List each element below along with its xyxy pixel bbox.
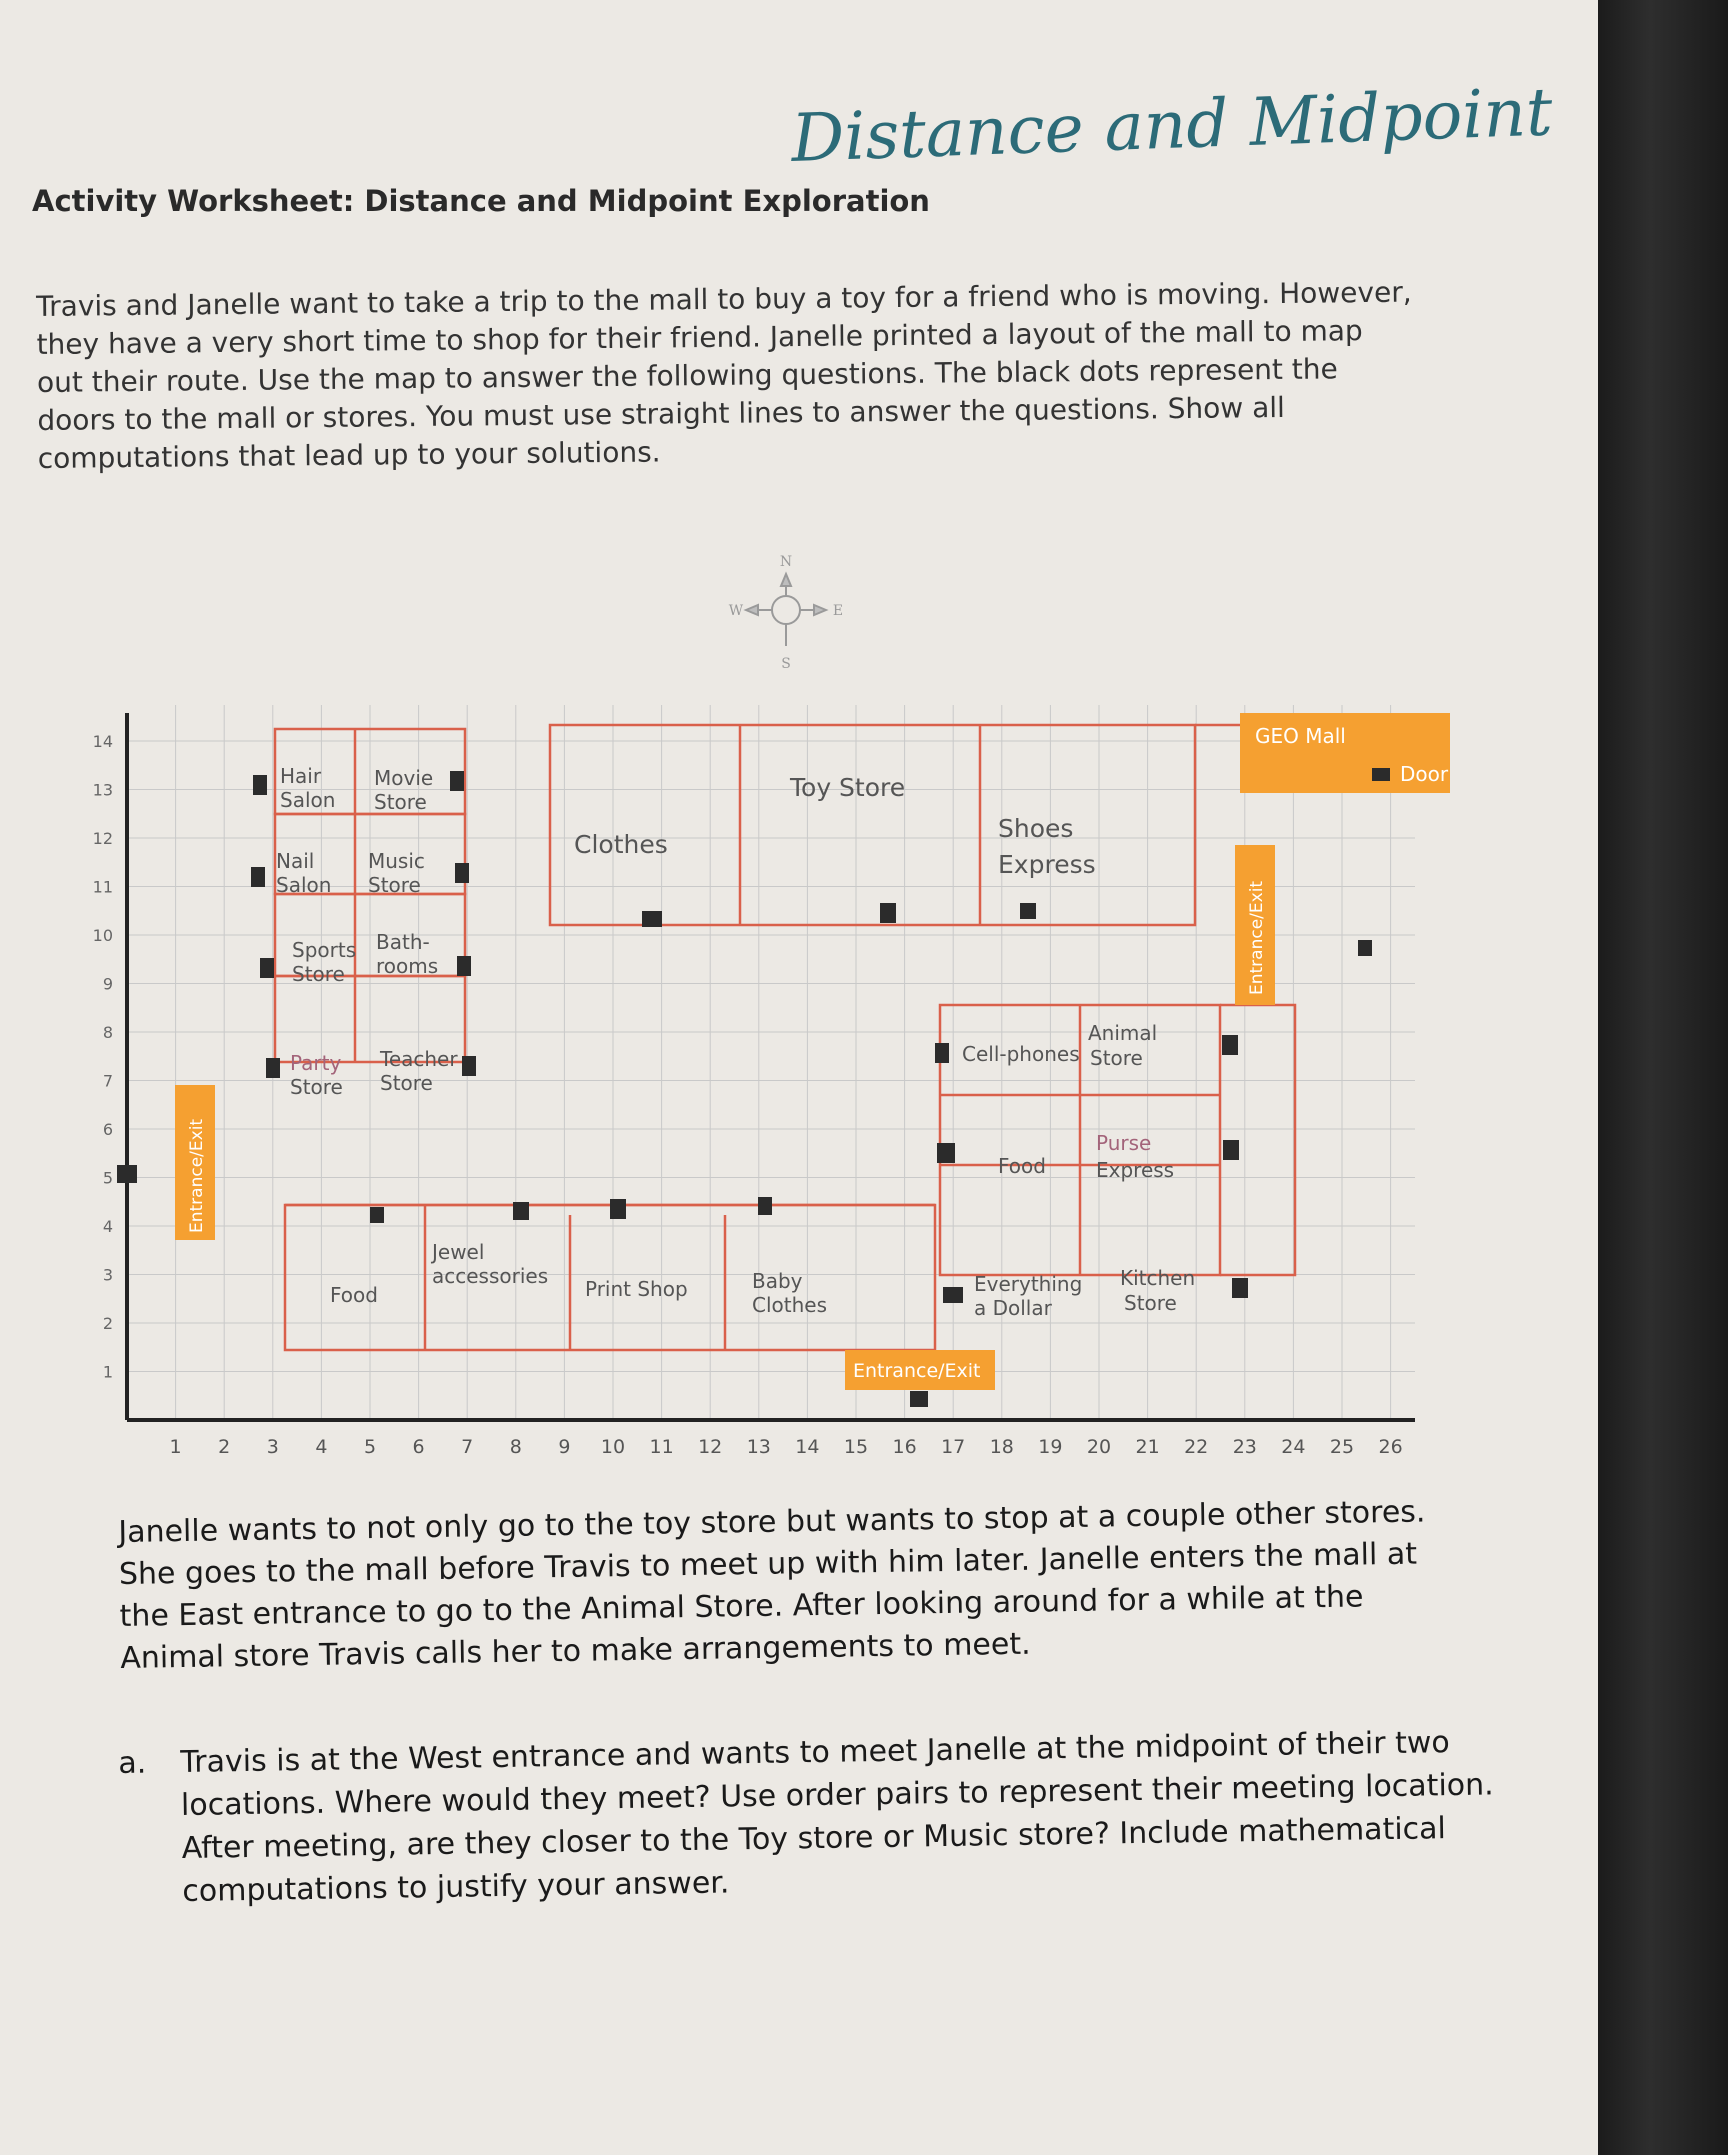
y-tick-label: 11: [92, 877, 113, 897]
compass-e: E: [832, 603, 844, 619]
y-tick-label: 2: [102, 1314, 113, 1333]
y-tick-label: 6: [102, 1120, 113, 1139]
y-tick-label: 4: [102, 1217, 113, 1236]
store-purse-l1: Purse: [1096, 1131, 1152, 1155]
store-shoes-l2: Express: [998, 850, 1096, 879]
store-cell-phones: Cell-phones: [962, 1042, 1080, 1066]
store-sports-l2: Store: [292, 962, 345, 986]
background-edge: [1598, 0, 1728, 2155]
store-baby-l1: Baby: [752, 1269, 803, 1293]
x-tick-label: 18: [989, 1436, 1014, 1458]
x-tick-label: 16: [892, 1436, 917, 1458]
door-teacher-store: [462, 1056, 476, 1076]
question-paragraph: Janelle wants to not only go to the toy store but wants to stop at a couple other stores. She goes to the mall before Travis to meet up with him later. Janelle enters the mall at the East entrance to go to the Animal Store. After looking around for a while at the Animal store Travis calls her to make arrangements to meet.: [118, 1494, 1426, 1676]
compass-n: N: [779, 554, 793, 570]
store-music-l2: Store: [368, 873, 421, 897]
y-tick-label: 9: [102, 974, 113, 994]
store-hair-salon-l1: Hair: [280, 764, 322, 788]
store-purse-l2: Express: [1096, 1158, 1175, 1182]
x-tick-label: 17: [941, 1436, 966, 1458]
mall-map: [80, 685, 1449, 1458]
door-everything-dollar: [943, 1287, 963, 1303]
door-movie-store: [450, 771, 464, 791]
x-tick-label: 21: [1135, 1436, 1160, 1458]
y-tick-label: 1: [102, 1362, 113, 1382]
store-kitchen-l1: Kitchen: [1120, 1266, 1196, 1290]
store-bathrooms-l1: Bath-: [376, 930, 430, 954]
x-tick-label: 8: [509, 1436, 522, 1458]
x-tick-label: 24: [1281, 1436, 1306, 1458]
door-sports-store: [260, 958, 274, 978]
door-jewel: [513, 1202, 529, 1220]
door-food-left: [370, 1207, 384, 1223]
store-music-l1: Music: [368, 849, 425, 873]
store-animal-l2: Store: [1090, 1046, 1143, 1070]
store-baby-l2: Clothes: [752, 1293, 827, 1317]
y-tick-label: 7: [102, 1071, 113, 1091]
handwritten-title: Distance and Midpoint: [790, 73, 1554, 177]
store-movie-l2: Store: [374, 790, 427, 814]
door-toy-store: [880, 903, 896, 923]
y-tick-label: 8: [102, 1023, 113, 1042]
store-bathrooms-l2: rooms: [376, 954, 439, 978]
store-kitchen-l2: Store: [1124, 1291, 1177, 1315]
store-animal-l1: Animal: [1088, 1021, 1158, 1045]
door-west-entrance: [117, 1165, 137, 1183]
door-print-shop: [610, 1199, 626, 1219]
x-tick-label: 13: [746, 1436, 771, 1458]
door-animal-store: [1222, 1035, 1238, 1055]
store-shoes-l1: Shoes: [998, 814, 1074, 843]
door-kitchen-store: [1232, 1278, 1248, 1298]
legend-door-label: Door: [1400, 762, 1449, 786]
x-tick-label: 3: [266, 1436, 279, 1458]
x-tick-label: 2: [218, 1436, 231, 1458]
door-music-store: [455, 863, 469, 883]
x-tick-label: 10: [600, 1436, 626, 1458]
store-sports-l1: Sports: [292, 938, 357, 962]
door-food-right: [937, 1143, 955, 1163]
x-tick-label: 22: [1184, 1436, 1209, 1458]
door-clothes: [642, 911, 662, 927]
x-tick-label: 23: [1232, 1436, 1257, 1458]
compass-s: S: [781, 656, 791, 672]
store-food-right: Food: [998, 1154, 1046, 1178]
x-tick-label: 12: [698, 1436, 723, 1458]
compass-rose: [726, 548, 846, 673]
y-tick-label: 3: [102, 1265, 113, 1285]
x-tick-label: 11: [649, 1436, 674, 1458]
store-jewel-l1: Jewel: [432, 1240, 485, 1264]
door-baby-clothes: [758, 1197, 772, 1215]
door-bathrooms: [457, 956, 471, 976]
question-a-text: Travis is at the West entrance and wants to meet Janelle at the midpoint of their two locations. Where would they meet? Use order pairs to represent their meeting location. After meeting, are they closer to the Toy store or Music store? Include mathematical computations to justify your answer.: [180, 1725, 1494, 1910]
store-teacher-l2: Store: [380, 1071, 433, 1095]
store-party-l1: Party: [290, 1051, 342, 1075]
x-tick-label: 6: [412, 1436, 425, 1458]
x-tick-label: 20: [1086, 1436, 1112, 1458]
x-tick-label: 14: [795, 1436, 820, 1458]
x-tick-label: 19: [1038, 1436, 1063, 1458]
door-cell-phones: [935, 1043, 949, 1063]
store-nail-salon-l2: Salon: [276, 873, 332, 897]
door-south-entrance: [910, 1391, 928, 1407]
x-tick-label: 4: [315, 1436, 328, 1458]
door-nail-salon: [251, 867, 265, 887]
door-purse-express: [1223, 1140, 1239, 1160]
store-clothes: Clothes: [574, 830, 668, 859]
store-hair-salon-l2: Salon: [280, 788, 336, 812]
store-jewel-l2: accessories: [432, 1264, 549, 1288]
door-hair-salon: [253, 775, 267, 795]
door-shoes-express: [1020, 903, 1036, 919]
y-tick-label: 14: [92, 732, 113, 751]
south-entrance-label: Entrance/Exit: [853, 1360, 981, 1382]
x-tick-label: 5: [363, 1436, 377, 1458]
x-tick-label: 15: [843, 1436, 869, 1458]
legend-door-marker: [1372, 768, 1390, 781]
y-tick-label: 5: [102, 1168, 113, 1188]
y-tick-label: 12: [92, 829, 113, 848]
store-teacher-l1: Teacher: [380, 1047, 458, 1071]
store-food-left: Food: [330, 1283, 378, 1307]
x-tick-label: 1: [169, 1436, 182, 1458]
worksheet-title: Activity Worksheet: Distance and Midpoint Exploration: [32, 184, 930, 218]
compass-w: W: [728, 603, 744, 619]
store-dollar-l2: a Dollar: [974, 1296, 1052, 1320]
y-tick-label: 10: [92, 926, 113, 945]
store-toy: Toy Store: [790, 773, 906, 802]
x-tick-label: 26: [1378, 1436, 1403, 1458]
door-east-entrance: [1358, 940, 1372, 956]
store-dollar-l1: Everything: [974, 1272, 1083, 1296]
store-movie-l1: Movie: [374, 766, 434, 790]
door-party-store: [266, 1058, 280, 1078]
question-a: [118, 1720, 1521, 1914]
x-tick-label: 7: [461, 1436, 474, 1458]
store-print-shop: Print Shop: [585, 1277, 688, 1301]
west-entrance-label: Entrance/Exit: [187, 1118, 207, 1233]
y-tick-label: 13: [92, 780, 113, 800]
x-tick-label: 25: [1329, 1436, 1355, 1458]
x-tick-label: 9: [558, 1436, 571, 1458]
store-nail-salon-l1: Nail: [276, 849, 315, 873]
legend-title: GEO Mall: [1255, 724, 1346, 748]
intro-paragraph: Travis and Janelle want to take a trip to the mall to buy a toy for a friend who is moving. However, they have a very short time to shop for their friend. Janelle printed a layout of the mall to map out their route. Use the map to answer the following questions. The black dots represent the doors to the mall or stores. You must use straight lines to answer the questions. Show all computations that lead up to your solutions.: [36, 275, 1412, 475]
east-entrance-label: Entrance/Exit: [1247, 880, 1267, 995]
question-a-label: a.: [118, 1745, 147, 1781]
store-party-l2: Store: [290, 1075, 343, 1099]
